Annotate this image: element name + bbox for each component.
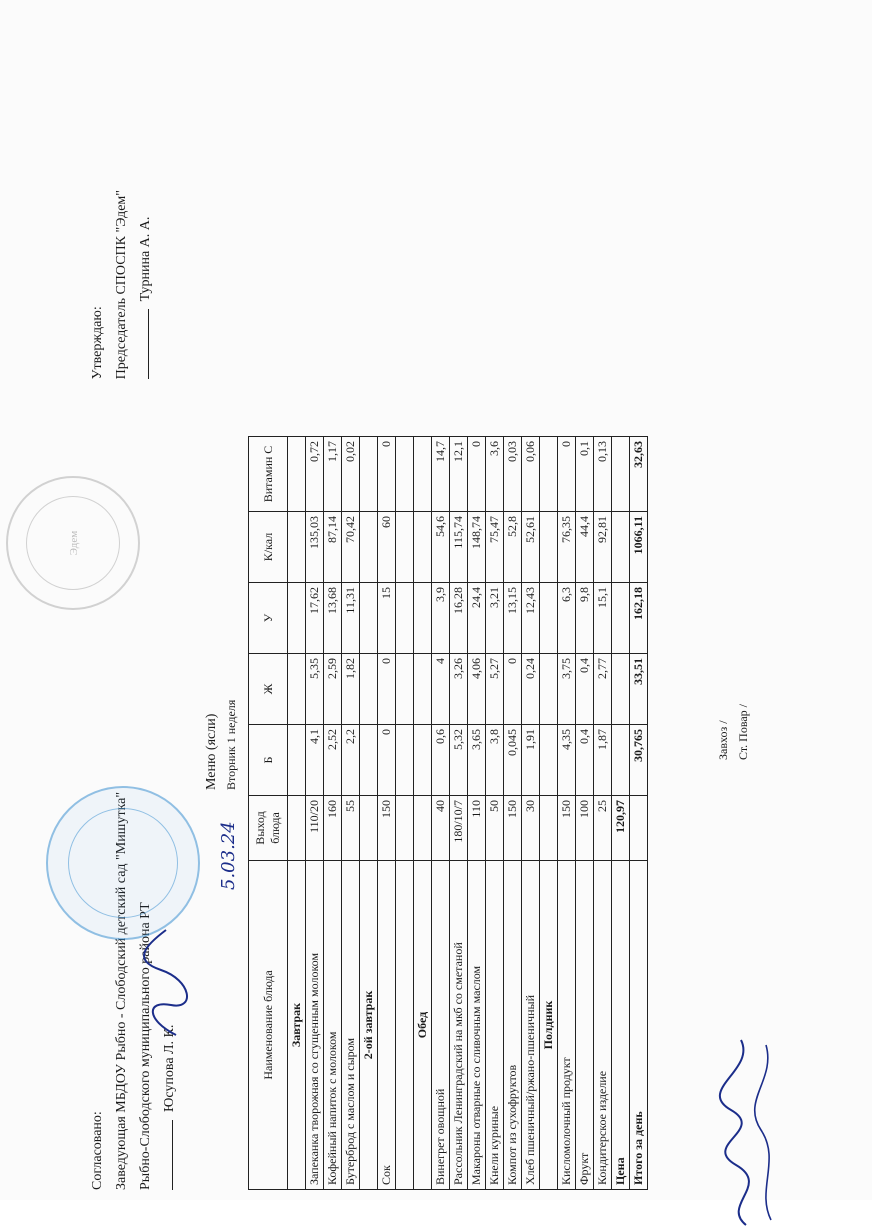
value-cell: 0 xyxy=(378,437,396,512)
empty-cell xyxy=(612,725,630,796)
value-cell: 0 xyxy=(378,725,396,796)
handwritten-signature-left xyxy=(136,920,196,1040)
value-cell: 1,87 xyxy=(594,725,612,796)
section-row xyxy=(288,437,306,1190)
value-cell: 4,35 xyxy=(558,725,576,796)
dish-name-cell: Рассольник Ленинградский на мкб со сметаной xyxy=(450,861,468,1190)
value-cell: 30 xyxy=(522,796,540,861)
dish-name-cell: Запеканка творожная со сгущенным молоком xyxy=(306,861,324,1190)
empty-cell xyxy=(396,725,414,796)
value-cell: 3,65 xyxy=(468,725,486,796)
value-cell: 110/20 xyxy=(306,796,324,861)
value-cell: 76,35 xyxy=(558,512,576,583)
value-cell: 15,1 xyxy=(594,583,612,654)
table-row xyxy=(342,437,360,1190)
dish-name-cell: Кондитерское изделие xyxy=(594,861,612,1190)
col-carbs: У xyxy=(249,583,288,654)
value-cell: 0,13 xyxy=(594,437,612,512)
empty-cell xyxy=(540,725,558,796)
empty-cell xyxy=(288,654,306,725)
empty-cell xyxy=(540,583,558,654)
value-cell: 16,28 xyxy=(450,583,468,654)
value-cell: 1,91 xyxy=(522,725,540,796)
value-cell: 0,4 xyxy=(576,654,594,725)
value-cell: 135,03 xyxy=(306,512,324,583)
value-cell: 110 xyxy=(468,796,486,861)
approval-left-organization: Рыбно-Слободского муниципального района РТ xyxy=(138,902,153,1190)
value-cell: 180/10/7 xyxy=(450,796,468,861)
table-row xyxy=(558,437,576,1190)
table-row xyxy=(378,437,396,1190)
total-value: 162,18 xyxy=(630,583,648,654)
approval-right-name: Турнина А. А. xyxy=(138,216,153,302)
menu-subtitle: Вторник 1 неделя xyxy=(224,699,238,790)
menu-sheet xyxy=(68,190,786,1190)
value-cell: 40 xyxy=(432,796,450,861)
value-cell: 2,77 xyxy=(594,654,612,725)
col-vitamin-c: Витамин С xyxy=(249,437,288,512)
section-title: Полдник xyxy=(540,861,558,1190)
handwritten-signature-bottom xyxy=(716,1030,786,1230)
empty-cell xyxy=(414,437,432,512)
value-cell: 2,2 xyxy=(342,725,360,796)
empty-cell xyxy=(414,725,432,796)
empty-cell xyxy=(540,512,558,583)
table-row xyxy=(486,437,504,1190)
value-cell: 92,81 xyxy=(594,512,612,583)
empty-cell xyxy=(288,512,306,583)
value-cell: 3,8 xyxy=(486,725,504,796)
signature-line xyxy=(172,1120,173,1190)
table-header-row xyxy=(249,437,288,1190)
value-cell: 5,32 xyxy=(450,725,468,796)
value-cell: 3,21 xyxy=(486,583,504,654)
section-title: 2-ой завтрак xyxy=(360,861,378,1190)
empty-cell xyxy=(288,796,306,861)
empty-cell xyxy=(612,437,630,512)
value-cell: 4,06 xyxy=(468,654,486,725)
empty-cell xyxy=(288,725,306,796)
section-row xyxy=(540,437,558,1190)
value-cell: 50 xyxy=(486,796,504,861)
value-cell: 14,7 xyxy=(432,437,450,512)
value-cell: 87,14 xyxy=(324,512,342,583)
empty-cell xyxy=(360,437,378,512)
value-cell: 148,74 xyxy=(468,512,486,583)
value-cell: 0,02 xyxy=(342,437,360,512)
value-cell: 5,35 xyxy=(306,654,324,725)
empty-cell xyxy=(612,654,630,725)
approval-right-label: Утверждаю: xyxy=(90,306,105,380)
stamp-right xyxy=(6,476,140,610)
empty-cell xyxy=(414,583,432,654)
empty-cell xyxy=(414,654,432,725)
bottom-signatures xyxy=(716,704,756,760)
table-row xyxy=(594,437,612,1190)
value-cell: 2,52 xyxy=(324,725,342,796)
total-value: 32,63 xyxy=(630,437,648,512)
value-cell: 0,06 xyxy=(522,437,540,512)
price-value: 120,97 xyxy=(612,796,630,861)
approval-right-signer xyxy=(134,190,158,379)
handwritten-date: 5.03.24 xyxy=(218,821,239,890)
dish-name-cell: Фрукт xyxy=(576,861,594,1190)
empty-cell xyxy=(396,437,414,512)
empty-cell xyxy=(396,512,414,583)
table-row xyxy=(576,437,594,1190)
menu-table xyxy=(248,436,648,1190)
empty-cell xyxy=(612,512,630,583)
value-cell: 100 xyxy=(576,796,594,861)
col-protein: Б xyxy=(249,725,288,796)
value-cell: 1,82 xyxy=(342,654,360,725)
table-row xyxy=(432,437,450,1190)
value-cell: 3,9 xyxy=(432,583,450,654)
table-row xyxy=(450,437,468,1190)
menu-title: Меню (ясли) xyxy=(204,713,219,790)
table-row xyxy=(468,437,486,1190)
value-cell: 4,1 xyxy=(306,725,324,796)
value-cell: 70,42 xyxy=(342,512,360,583)
dish-name-cell: Сок xyxy=(378,861,396,1190)
empty-cell xyxy=(360,654,378,725)
empty-cell xyxy=(360,796,378,861)
col-portion: Выход блюда xyxy=(249,796,288,861)
value-cell: 5,27 xyxy=(486,654,504,725)
table-body xyxy=(288,437,648,1190)
value-cell: 15 xyxy=(378,583,396,654)
value-cell: 3,26 xyxy=(450,654,468,725)
value-cell: 52,61 xyxy=(522,512,540,583)
total-value: 30,765 xyxy=(630,725,648,796)
value-cell: 24,4 xyxy=(468,583,486,654)
stamp-left xyxy=(46,786,200,940)
value-cell: 150 xyxy=(558,796,576,861)
senior-cook-label: Ст. Повар / xyxy=(736,703,750,760)
empty-cell xyxy=(396,654,414,725)
total-value: 1066,11 xyxy=(630,512,648,583)
value-cell: 44,4 xyxy=(576,512,594,583)
value-cell: 4 xyxy=(432,654,450,725)
section-title: Завтрак xyxy=(288,861,306,1190)
value-cell: 6,3 xyxy=(558,583,576,654)
value-cell: 55 xyxy=(342,796,360,861)
approval-right-position: Председатель СПОСПК "Эдем" xyxy=(114,190,129,380)
price-row xyxy=(612,437,630,1190)
total-value xyxy=(630,796,648,861)
dish-name-cell: Компот из сухофруктов xyxy=(504,861,522,1190)
price-label: Цена xyxy=(612,861,630,1190)
value-cell: 0,6 xyxy=(432,725,450,796)
col-kcal: К/кал xyxy=(249,512,288,583)
value-cell: 0,045 xyxy=(504,725,522,796)
empty-cell xyxy=(540,796,558,861)
value-cell: 0 xyxy=(378,654,396,725)
value-cell: 11,31 xyxy=(342,583,360,654)
dish-name-cell: Бутерброд с маслом и сыром xyxy=(342,861,360,1190)
value-cell: 160 xyxy=(324,796,342,861)
value-cell: 25 xyxy=(594,796,612,861)
table-row xyxy=(306,437,324,1190)
section-title: Обед xyxy=(414,861,432,1190)
empty-cell xyxy=(540,654,558,725)
value-cell: 0,1 xyxy=(576,437,594,512)
value-cell: 0 xyxy=(468,437,486,512)
empty-cell xyxy=(288,583,306,654)
empty-cell xyxy=(612,583,630,654)
value-cell: 115,74 xyxy=(450,512,468,583)
dish-name-cell: Кофейный напиток с молоком xyxy=(324,861,342,1190)
value-cell: 0 xyxy=(504,654,522,725)
empty-cell xyxy=(360,512,378,583)
value-cell: 0,72 xyxy=(306,437,324,512)
value-cell: 0,03 xyxy=(504,437,522,512)
value-cell: 13,15 xyxy=(504,583,522,654)
section-row xyxy=(414,437,432,1190)
value-cell: 0 xyxy=(558,437,576,512)
table-row xyxy=(324,437,342,1190)
approval-left-name: Юсупова Л. К. xyxy=(162,1024,177,1112)
value-cell: 0,24 xyxy=(522,654,540,725)
approval-right-block xyxy=(86,190,158,379)
col-dish-name: Наименование блюда xyxy=(249,861,288,1190)
value-cell: 2,59 xyxy=(324,654,342,725)
dish-name-cell: Кисломолочный продукт xyxy=(558,861,576,1190)
stamp-right-label: Эдем xyxy=(68,530,80,556)
total-row xyxy=(630,437,648,1190)
dish-name-cell: Хлеб пшеничный/ржано-пшеничный xyxy=(522,861,540,1190)
spacer-row xyxy=(396,437,414,1190)
empty-cell xyxy=(540,437,558,512)
empty-cell xyxy=(396,861,414,1190)
empty-cell xyxy=(360,725,378,796)
value-cell: 12,43 xyxy=(522,583,540,654)
table-row xyxy=(504,437,522,1190)
dish-name-cell: Винегрет овощной xyxy=(432,861,450,1190)
value-cell: 12,1 xyxy=(450,437,468,512)
value-cell: 52,8 xyxy=(504,512,522,583)
col-fat: Ж xyxy=(249,654,288,725)
supply-manager-label: Завхоз / xyxy=(716,720,730,760)
empty-cell xyxy=(414,512,432,583)
section-row xyxy=(360,437,378,1190)
value-cell: 3,75 xyxy=(558,654,576,725)
value-cell: 150 xyxy=(504,796,522,861)
value-cell: 1,17 xyxy=(324,437,342,512)
value-cell: 9,8 xyxy=(576,583,594,654)
empty-cell xyxy=(288,437,306,512)
empty-cell xyxy=(360,583,378,654)
total-value: 33,51 xyxy=(630,654,648,725)
value-cell: 75,47 xyxy=(486,512,504,583)
value-cell: 13,68 xyxy=(324,583,342,654)
value-cell: 3,6 xyxy=(486,437,504,512)
total-label: Итого за день xyxy=(630,861,648,1190)
value-cell: 150 xyxy=(378,796,396,861)
empty-cell xyxy=(414,796,432,861)
dish-name-cell: Макароны отварные со сливочным маслом xyxy=(468,861,486,1190)
signature-line xyxy=(148,309,149,379)
empty-cell xyxy=(396,583,414,654)
approval-left-label: Согласовано: xyxy=(90,1111,105,1190)
value-cell: 17,62 xyxy=(306,583,324,654)
value-cell: 0,4 xyxy=(576,725,594,796)
value-cell: 60 xyxy=(378,512,396,583)
dish-name-cell: Кнели куриные xyxy=(486,861,504,1190)
value-cell: 54,6 xyxy=(432,512,450,583)
table-row xyxy=(522,437,540,1190)
approval-left-position: Заведующая МБДОУ Рыбно - Слободский детский сад "Мишутка" xyxy=(114,791,129,1190)
empty-cell xyxy=(396,796,414,861)
